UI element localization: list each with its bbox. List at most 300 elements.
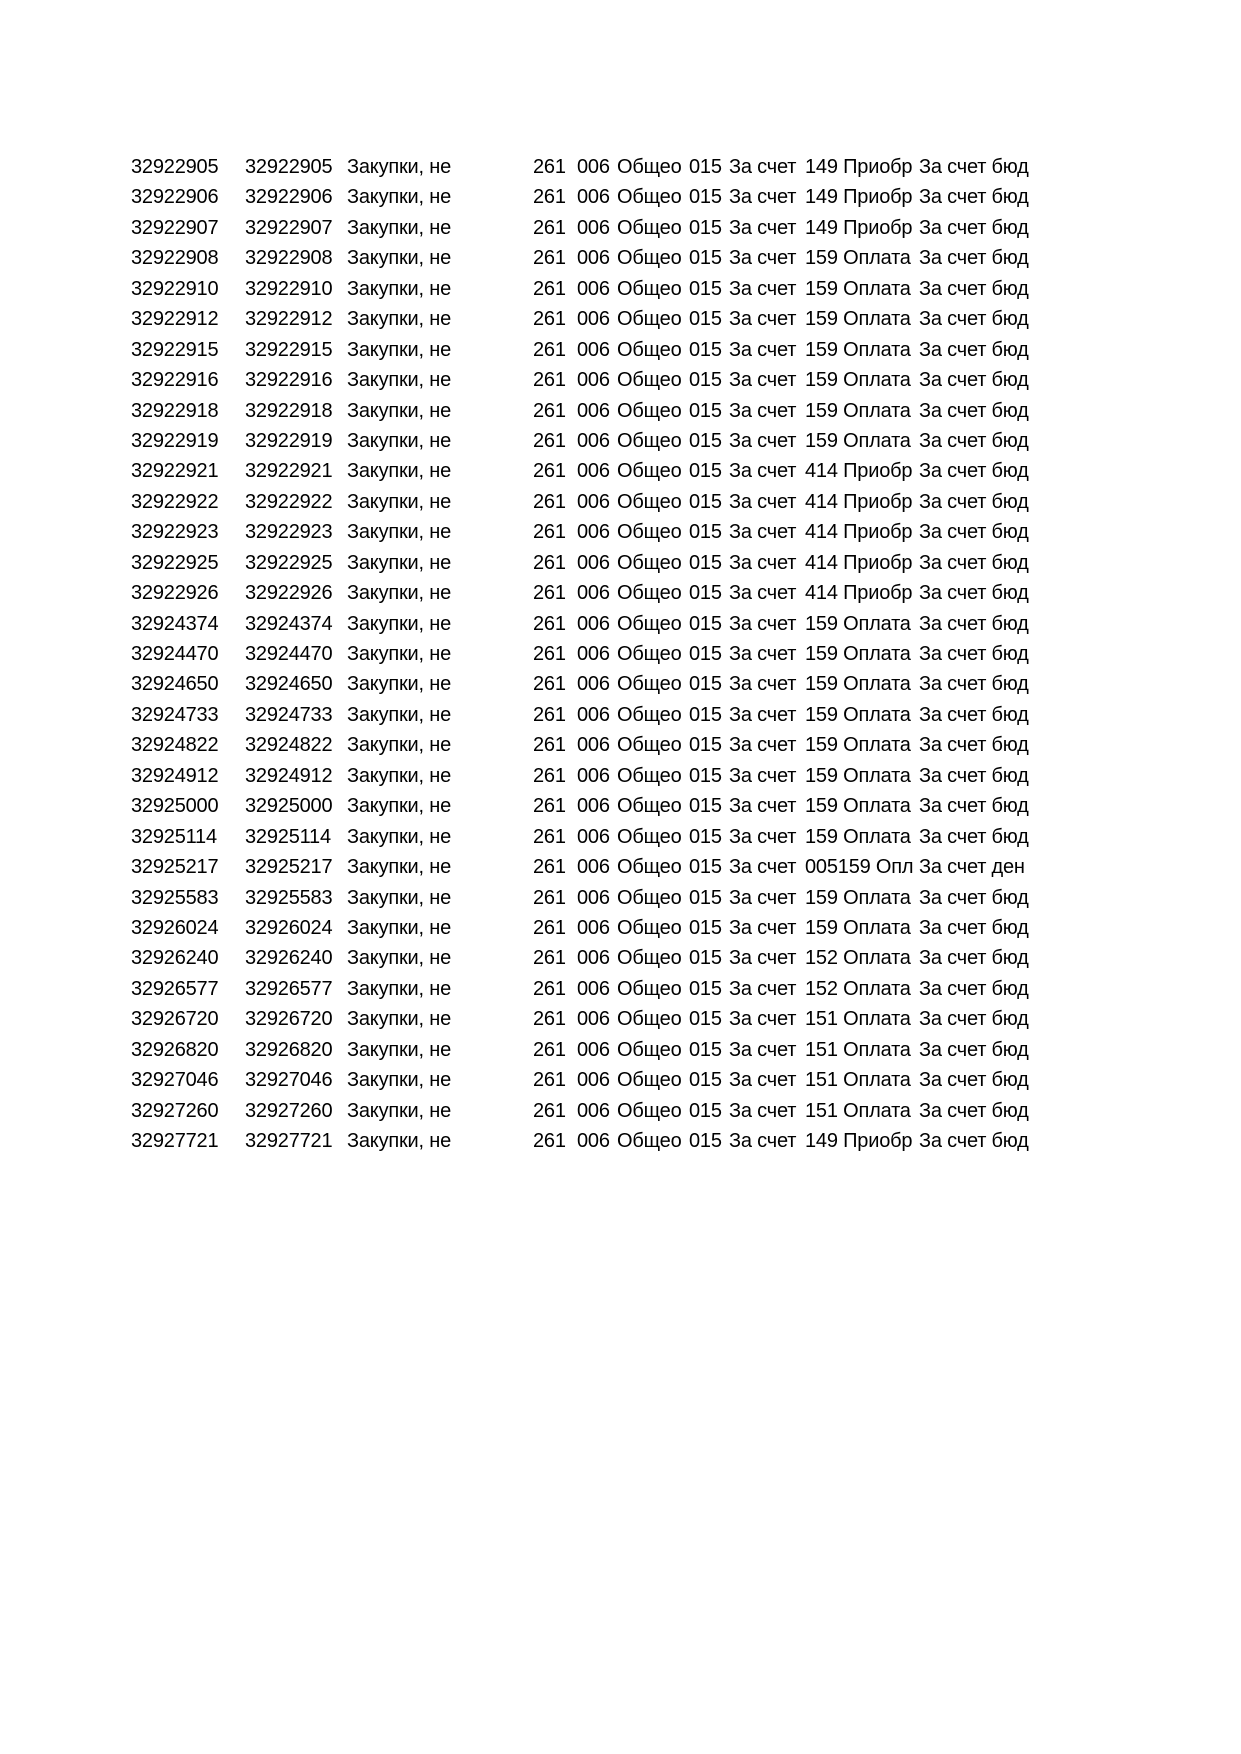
expense-code-cell: 414 Приобр (805, 490, 913, 513)
account-cell: За счет (729, 764, 797, 787)
code-261-cell: 261 (533, 1130, 566, 1152)
organization-cell: Общео (617, 977, 682, 1000)
row-id-copy-cell: 32925000 (245, 795, 333, 818)
table-row (0, 578, 1241, 608)
table-row (0, 883, 1241, 913)
organization-cell: Общео (617, 1008, 682, 1031)
code-006-cell: 006 (577, 460, 610, 483)
code-006-cell: 006 (577, 247, 610, 270)
expense-code-cell: 151 Оплата (805, 1069, 911, 1092)
description-cell: Закупки, не (347, 1069, 452, 1092)
description-cell: Закупки, не (347, 856, 452, 879)
description-cell: Закупки, не (347, 216, 452, 239)
description-cell: Закупки, не (347, 490, 452, 513)
row-id-copy-cell: 32927721 (245, 1130, 333, 1152)
code-015-cell: 015 (689, 612, 722, 635)
table-row (0, 517, 1241, 547)
row-id-cell: 32926820 (131, 1038, 219, 1061)
row-id-cell: 32924822 (131, 734, 219, 757)
account-cell: За счет (729, 643, 797, 665)
table-row (0, 335, 1241, 365)
account-cell: За счет (729, 1130, 797, 1152)
expense-code-cell: 151 Оплата (805, 1008, 911, 1031)
row-id-copy-cell: 32922925 (245, 551, 333, 574)
code-015-cell: 015 (689, 277, 722, 300)
table-row (0, 639, 1241, 669)
organization-cell: Общео (617, 247, 682, 270)
funding-source-cell: За счет бюд (919, 795, 1029, 818)
funding-source-cell: За счет бюд (919, 1099, 1029, 1122)
organization-cell: Общео (617, 216, 682, 239)
expense-code-cell: 414 Приобр (805, 521, 913, 544)
code-261-cell: 261 (533, 521, 566, 544)
row-id-cell: 32924470 (131, 643, 219, 665)
funding-source-cell: За счет бюд (919, 216, 1029, 239)
organization-cell: Общео (617, 186, 682, 209)
code-261-cell: 261 (533, 916, 566, 939)
table-row (0, 396, 1241, 426)
row-id-cell: 32922906 (131, 186, 219, 209)
account-cell: За счет (729, 490, 797, 513)
code-015-cell: 015 (689, 1130, 722, 1152)
funding-source-cell: За счет бюд (919, 703, 1029, 726)
code-006-cell: 006 (577, 490, 610, 513)
funding-source-cell: За счет бюд (919, 612, 1029, 635)
row-id-cell: 32924650 (131, 673, 219, 696)
row-id-cell: 32922926 (131, 582, 219, 605)
expense-code-cell: 159 Оплата (805, 399, 911, 422)
account-cell: За счет (729, 795, 797, 818)
organization-cell: Общео (617, 1099, 682, 1122)
row-id-cell: 32922905 (131, 156, 219, 178)
funding-source-cell: За счет бюд (919, 916, 1029, 939)
row-id-copy-cell: 32924470 (245, 643, 333, 665)
organization-cell: Общео (617, 856, 682, 879)
funding-source-cell: За счет бюд (919, 764, 1029, 787)
expense-code-cell: 159 Оплата (805, 429, 911, 452)
code-006-cell: 006 (577, 369, 610, 392)
row-id-cell: 32922918 (131, 399, 219, 422)
description-cell: Закупки, не (347, 1099, 452, 1122)
expense-code-cell: 149 Приобр (805, 1130, 913, 1152)
table-row (0, 243, 1241, 273)
expense-code-cell: 005159 Опл (805, 856, 914, 879)
row-id-copy-cell: 32922912 (245, 308, 333, 331)
table-row (0, 274, 1241, 304)
row-id-copy-cell: 32925114 (245, 825, 331, 848)
code-006-cell: 006 (577, 338, 610, 361)
code-006-cell: 006 (577, 582, 610, 605)
description-cell: Закупки, не (347, 734, 452, 757)
row-id-cell: 32922923 (131, 521, 219, 544)
code-261-cell: 261 (533, 156, 566, 178)
row-id-copy-cell: 32922906 (245, 186, 333, 209)
row-id-copy-cell: 32926820 (245, 1038, 333, 1061)
account-cell: За счет (729, 916, 797, 939)
account-cell: За счет (729, 399, 797, 422)
table-row (0, 669, 1241, 699)
expense-code-cell: 151 Оплата (805, 1099, 911, 1122)
code-015-cell: 015 (689, 916, 722, 939)
table-row (0, 213, 1241, 243)
row-id-cell: 32927721 (131, 1130, 219, 1152)
code-261-cell: 261 (533, 369, 566, 392)
organization-cell: Общео (617, 582, 682, 605)
table-row (0, 609, 1241, 639)
table-row (0, 152, 1241, 182)
funding-source-cell: За счет бюд (919, 977, 1029, 1000)
row-id-copy-cell: 32922919 (245, 429, 333, 452)
organization-cell: Общео (617, 156, 682, 178)
account-cell: За счет (729, 947, 797, 970)
description-cell: Закупки, не (347, 308, 452, 331)
code-006-cell: 006 (577, 886, 610, 909)
table-row (0, 426, 1241, 456)
funding-source-cell: За счет бюд (919, 247, 1029, 270)
expense-code-cell: 159 Оплата (805, 703, 911, 726)
expense-code-cell: 159 Оплата (805, 764, 911, 787)
row-id-copy-cell: 32922923 (245, 521, 333, 544)
code-006-cell: 006 (577, 764, 610, 787)
code-015-cell: 015 (689, 825, 722, 848)
code-015-cell: 015 (689, 856, 722, 879)
code-006-cell: 006 (577, 551, 610, 574)
row-id-copy-cell: 32922918 (245, 399, 333, 422)
row-id-copy-cell: 32922915 (245, 338, 333, 361)
organization-cell: Общео (617, 612, 682, 635)
row-id-copy-cell: 32924374 (245, 612, 333, 635)
funding-source-cell: За счет бюд (919, 1069, 1029, 1092)
code-015-cell: 015 (689, 308, 722, 331)
expense-code-cell: 414 Приобр (805, 551, 913, 574)
row-id-copy-cell: 32922905 (245, 156, 333, 178)
code-261-cell: 261 (533, 460, 566, 483)
row-id-cell: 32922925 (131, 551, 219, 574)
account-cell: За счет (729, 521, 797, 544)
funding-source-cell: За счет бюд (919, 460, 1029, 483)
account-cell: За счет (729, 551, 797, 574)
description-cell: Закупки, не (347, 977, 452, 1000)
code-015-cell: 015 (689, 521, 722, 544)
expense-code-cell: 159 Оплата (805, 277, 911, 300)
expense-code-cell: 159 Оплата (805, 643, 911, 665)
row-id-cell: 32926240 (131, 947, 219, 970)
account-cell: За счет (729, 1069, 797, 1092)
row-id-cell: 32922912 (131, 308, 219, 331)
table-row (0, 974, 1241, 1004)
expense-code-cell: 159 Оплата (805, 247, 911, 270)
code-006-cell: 006 (577, 795, 610, 818)
row-id-copy-cell: 32922926 (245, 582, 333, 605)
account-cell: За счет (729, 429, 797, 452)
organization-cell: Общео (617, 1130, 682, 1152)
expense-code-cell: 152 Оплата (805, 977, 911, 1000)
account-cell: За счет (729, 1099, 797, 1122)
code-006-cell: 006 (577, 1099, 610, 1122)
funding-source-cell: За счет бюд (919, 429, 1029, 452)
account-cell: За счет (729, 460, 797, 483)
table-row (0, 1004, 1241, 1034)
code-006-cell: 006 (577, 734, 610, 757)
table-row (0, 791, 1241, 821)
row-id-cell: 32922908 (131, 247, 219, 270)
code-015-cell: 015 (689, 1069, 722, 1092)
row-id-cell: 32922910 (131, 277, 219, 300)
row-id-cell: 32926024 (131, 916, 219, 939)
organization-cell: Общео (617, 916, 682, 939)
funding-source-cell: За счет бюд (919, 1008, 1029, 1031)
organization-cell: Общео (617, 521, 682, 544)
row-id-cell: 32925217 (131, 856, 219, 879)
expense-code-cell: 159 Оплата (805, 612, 911, 635)
organization-cell: Общео (617, 1038, 682, 1061)
expense-code-cell: 151 Оплата (805, 1038, 911, 1061)
organization-cell: Общео (617, 369, 682, 392)
row-id-cell: 32926720 (131, 1008, 219, 1031)
code-015-cell: 015 (689, 369, 722, 392)
code-006-cell: 006 (577, 429, 610, 452)
organization-cell: Общео (617, 734, 682, 757)
row-id-copy-cell: 32922907 (245, 216, 333, 239)
code-261-cell: 261 (533, 1008, 566, 1031)
description-cell: Закупки, не (347, 947, 452, 970)
description-cell: Закупки, не (347, 643, 452, 665)
table-row (0, 182, 1241, 212)
funding-source-cell: За счет бюд (919, 490, 1029, 513)
code-006-cell: 006 (577, 156, 610, 178)
code-261-cell: 261 (533, 277, 566, 300)
description-cell: Закупки, не (347, 186, 452, 209)
code-015-cell: 015 (689, 338, 722, 361)
code-015-cell: 015 (689, 673, 722, 696)
account-cell: За счет (729, 886, 797, 909)
code-261-cell: 261 (533, 490, 566, 513)
row-id-cell: 32924912 (131, 764, 219, 787)
table-row (0, 761, 1241, 791)
code-006-cell: 006 (577, 1008, 610, 1031)
code-261-cell: 261 (533, 703, 566, 726)
description-cell: Закупки, не (347, 369, 452, 392)
expense-code-cell: 149 Приобр (805, 156, 913, 178)
row-id-copy-cell: 32922908 (245, 247, 333, 270)
organization-cell: Общео (617, 886, 682, 909)
funding-source-cell: За счет бюд (919, 947, 1029, 970)
table-row (0, 822, 1241, 852)
expense-code-cell: 149 Приобр (805, 186, 913, 209)
code-015-cell: 015 (689, 551, 722, 574)
organization-cell: Общео (617, 460, 682, 483)
organization-cell: Общео (617, 490, 682, 513)
row-id-copy-cell: 32924912 (245, 764, 333, 787)
description-cell: Закупки, не (347, 764, 452, 787)
account-cell: За счет (729, 247, 797, 270)
code-015-cell: 015 (689, 156, 722, 178)
code-015-cell: 015 (689, 216, 722, 239)
description-cell: Закупки, не (347, 399, 452, 422)
organization-cell: Общео (617, 643, 682, 665)
row-id-cell: 32922915 (131, 338, 219, 361)
description-cell: Закупки, не (347, 277, 452, 300)
code-006-cell: 006 (577, 399, 610, 422)
code-015-cell: 015 (689, 582, 722, 605)
code-015-cell: 015 (689, 703, 722, 726)
account-cell: За счет (729, 977, 797, 1000)
organization-cell: Общео (617, 338, 682, 361)
funding-source-cell: За счет бюд (919, 643, 1029, 665)
code-015-cell: 015 (689, 490, 722, 513)
table-row (0, 700, 1241, 730)
row-id-copy-cell: 32922922 (245, 490, 333, 513)
account-cell: За счет (729, 582, 797, 605)
code-015-cell: 015 (689, 186, 722, 209)
table-row (0, 548, 1241, 578)
code-015-cell: 015 (689, 399, 722, 422)
expense-code-cell: 159 Оплата (805, 369, 911, 392)
funding-source-cell: За счет бюд (919, 551, 1029, 574)
funding-source-cell: За счет бюд (919, 673, 1029, 696)
expense-code-cell: 159 Оплата (805, 916, 911, 939)
code-261-cell: 261 (533, 216, 566, 239)
code-261-cell: 261 (533, 338, 566, 361)
table-row (0, 1096, 1241, 1126)
organization-cell: Общео (617, 308, 682, 331)
description-cell: Закупки, не (347, 429, 452, 452)
description-cell: Закупки, не (347, 916, 452, 939)
code-261-cell: 261 (533, 551, 566, 574)
code-006-cell: 006 (577, 612, 610, 635)
code-261-cell: 261 (533, 582, 566, 605)
organization-cell: Общео (617, 703, 682, 726)
description-cell: Закупки, не (347, 1130, 452, 1152)
table-row (0, 1065, 1241, 1095)
description-cell: Закупки, не (347, 521, 452, 544)
row-id-cell: 32922919 (131, 429, 219, 452)
description-cell: Закупки, не (347, 156, 452, 178)
code-015-cell: 015 (689, 247, 722, 270)
code-006-cell: 006 (577, 1130, 610, 1152)
row-id-copy-cell: 32922921 (245, 460, 333, 483)
description-cell: Закупки, не (347, 825, 452, 848)
code-015-cell: 015 (689, 734, 722, 757)
code-006-cell: 006 (577, 825, 610, 848)
code-261-cell: 261 (533, 825, 566, 848)
description-cell: Закупки, не (347, 582, 452, 605)
account-cell: За счет (729, 338, 797, 361)
organization-cell: Общео (617, 673, 682, 696)
funding-source-cell: За счет бюд (919, 186, 1029, 209)
organization-cell: Общео (617, 551, 682, 574)
account-cell: За счет (729, 825, 797, 848)
code-015-cell: 015 (689, 643, 722, 665)
funding-source-cell: За счет бюд (919, 338, 1029, 361)
expense-code-cell: 159 Оплата (805, 795, 911, 818)
code-261-cell: 261 (533, 399, 566, 422)
code-006-cell: 006 (577, 1038, 610, 1061)
expense-code-cell: 159 Оплата (805, 338, 911, 361)
code-015-cell: 015 (689, 1099, 722, 1122)
code-006-cell: 006 (577, 1069, 610, 1092)
row-id-cell: 32922922 (131, 490, 219, 513)
expense-code-cell: 159 Оплата (805, 673, 911, 696)
code-015-cell: 015 (689, 886, 722, 909)
row-id-cell: 32926577 (131, 977, 219, 1000)
code-261-cell: 261 (533, 643, 566, 665)
code-006-cell: 006 (577, 216, 610, 239)
row-id-cell: 32922907 (131, 216, 219, 239)
description-cell: Закупки, не (347, 612, 452, 635)
account-cell: За счет (729, 156, 797, 178)
code-261-cell: 261 (533, 947, 566, 970)
row-id-cell: 32924374 (131, 612, 219, 635)
funding-source-cell: За счет ден (919, 856, 1025, 879)
code-015-cell: 015 (689, 977, 722, 1000)
account-cell: За счет (729, 308, 797, 331)
code-006-cell: 006 (577, 643, 610, 665)
code-006-cell: 006 (577, 947, 610, 970)
expense-code-cell: 159 Оплата (805, 734, 911, 757)
code-261-cell: 261 (533, 764, 566, 787)
row-id-copy-cell: 32926240 (245, 947, 333, 970)
row-id-copy-cell: 32924822 (245, 734, 333, 757)
table-row (0, 730, 1241, 760)
table-row (0, 852, 1241, 882)
row-id-cell: 32925114 (131, 825, 217, 848)
description-cell: Закупки, не (347, 886, 452, 909)
account-cell: За счет (729, 703, 797, 726)
code-015-cell: 015 (689, 947, 722, 970)
row-id-cell: 32922921 (131, 460, 219, 483)
table-row (0, 1126, 1241, 1156)
expense-code-cell: 159 Оплата (805, 825, 911, 848)
description-cell: Закупки, не (347, 673, 452, 696)
table-row (0, 456, 1241, 486)
row-id-cell: 32927260 (131, 1099, 219, 1122)
organization-cell: Общео (617, 399, 682, 422)
description-cell: Закупки, не (347, 460, 452, 483)
description-cell: Закупки, не (347, 703, 452, 726)
code-261-cell: 261 (533, 1099, 566, 1122)
code-261-cell: 261 (533, 734, 566, 757)
row-id-cell: 32924733 (131, 703, 219, 726)
row-id-copy-cell: 32926720 (245, 1008, 333, 1031)
code-006-cell: 006 (577, 308, 610, 331)
expense-code-cell: 414 Приобр (805, 460, 913, 483)
account-cell: За счет (729, 673, 797, 696)
row-id-copy-cell: 32927260 (245, 1099, 333, 1122)
description-cell: Закупки, не (347, 551, 452, 574)
code-015-cell: 015 (689, 764, 722, 787)
organization-cell: Общео (617, 1069, 682, 1092)
code-261-cell: 261 (533, 795, 566, 818)
code-261-cell: 261 (533, 1069, 566, 1092)
account-cell: За счет (729, 186, 797, 209)
code-261-cell: 261 (533, 673, 566, 696)
organization-cell: Общео (617, 795, 682, 818)
code-006-cell: 006 (577, 186, 610, 209)
code-015-cell: 015 (689, 1038, 722, 1061)
funding-source-cell: За счет бюд (919, 582, 1029, 605)
table-row (0, 913, 1241, 943)
row-id-copy-cell: 32926024 (245, 916, 333, 939)
account-cell: За счет (729, 1038, 797, 1061)
code-006-cell: 006 (577, 277, 610, 300)
funding-source-cell: За счет бюд (919, 308, 1029, 331)
row-id-cell: 32927046 (131, 1069, 219, 1092)
code-261-cell: 261 (533, 186, 566, 209)
funding-source-cell: За счет бюд (919, 734, 1029, 757)
organization-cell: Общео (617, 764, 682, 787)
funding-source-cell: За счет бюд (919, 521, 1029, 544)
